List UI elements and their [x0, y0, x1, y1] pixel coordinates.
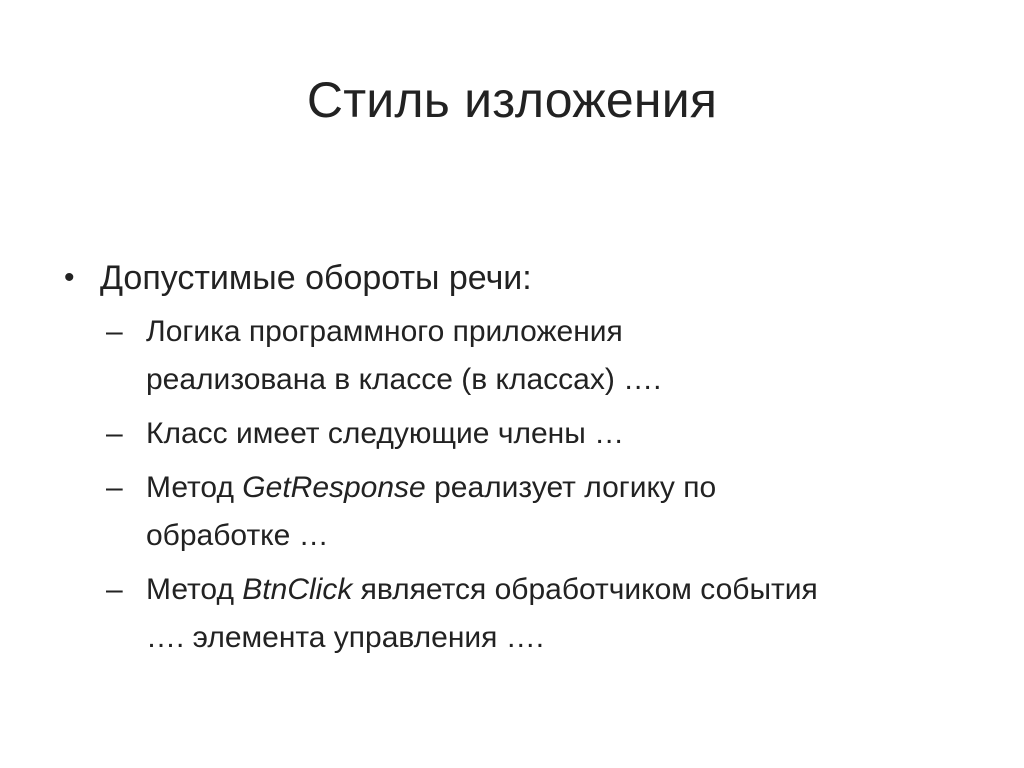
- sub-item-line: …. элемента управления ….: [146, 621, 545, 654]
- sub-item-text: реализует логику по: [425, 471, 717, 504]
- sub-item-text: является обработчиком события: [352, 573, 818, 606]
- bullet-item: [62, 254, 982, 302]
- slide-title: Стиль изложения: [306, 72, 718, 128]
- sub-item-class-members: [62, 410, 982, 458]
- bullet-text: Допустимые обороты речи:: [100, 259, 532, 297]
- sub-item-line: [146, 566, 982, 614]
- sub-item-line: [146, 464, 982, 512]
- method-name: GetResponse: [242, 471, 426, 504]
- sub-item-line: Класс имеет следующие члены …: [146, 417, 625, 450]
- method-name: BtnClick: [242, 573, 353, 606]
- sub-item-getresponse: [62, 464, 982, 560]
- bullet-icon: •: [64, 261, 75, 294]
- dash-icon: –: [106, 315, 123, 348]
- slide-content: [62, 254, 982, 668]
- sub-item-logic: [62, 308, 982, 404]
- sub-item-text: Метод: [146, 573, 243, 606]
- sub-item-btnclick: [62, 566, 982, 662]
- sub-item-line: Логика программного приложения: [146, 315, 623, 348]
- dash-icon: –: [106, 417, 123, 450]
- dash-icon: –: [106, 573, 123, 606]
- sub-list: [62, 308, 982, 662]
- sub-item-line: обработке …: [146, 519, 329, 552]
- dash-icon: –: [106, 471, 123, 504]
- sub-item-text: Метод: [146, 471, 243, 504]
- sub-item-line: реализована в классе (в классах) ….: [146, 363, 662, 396]
